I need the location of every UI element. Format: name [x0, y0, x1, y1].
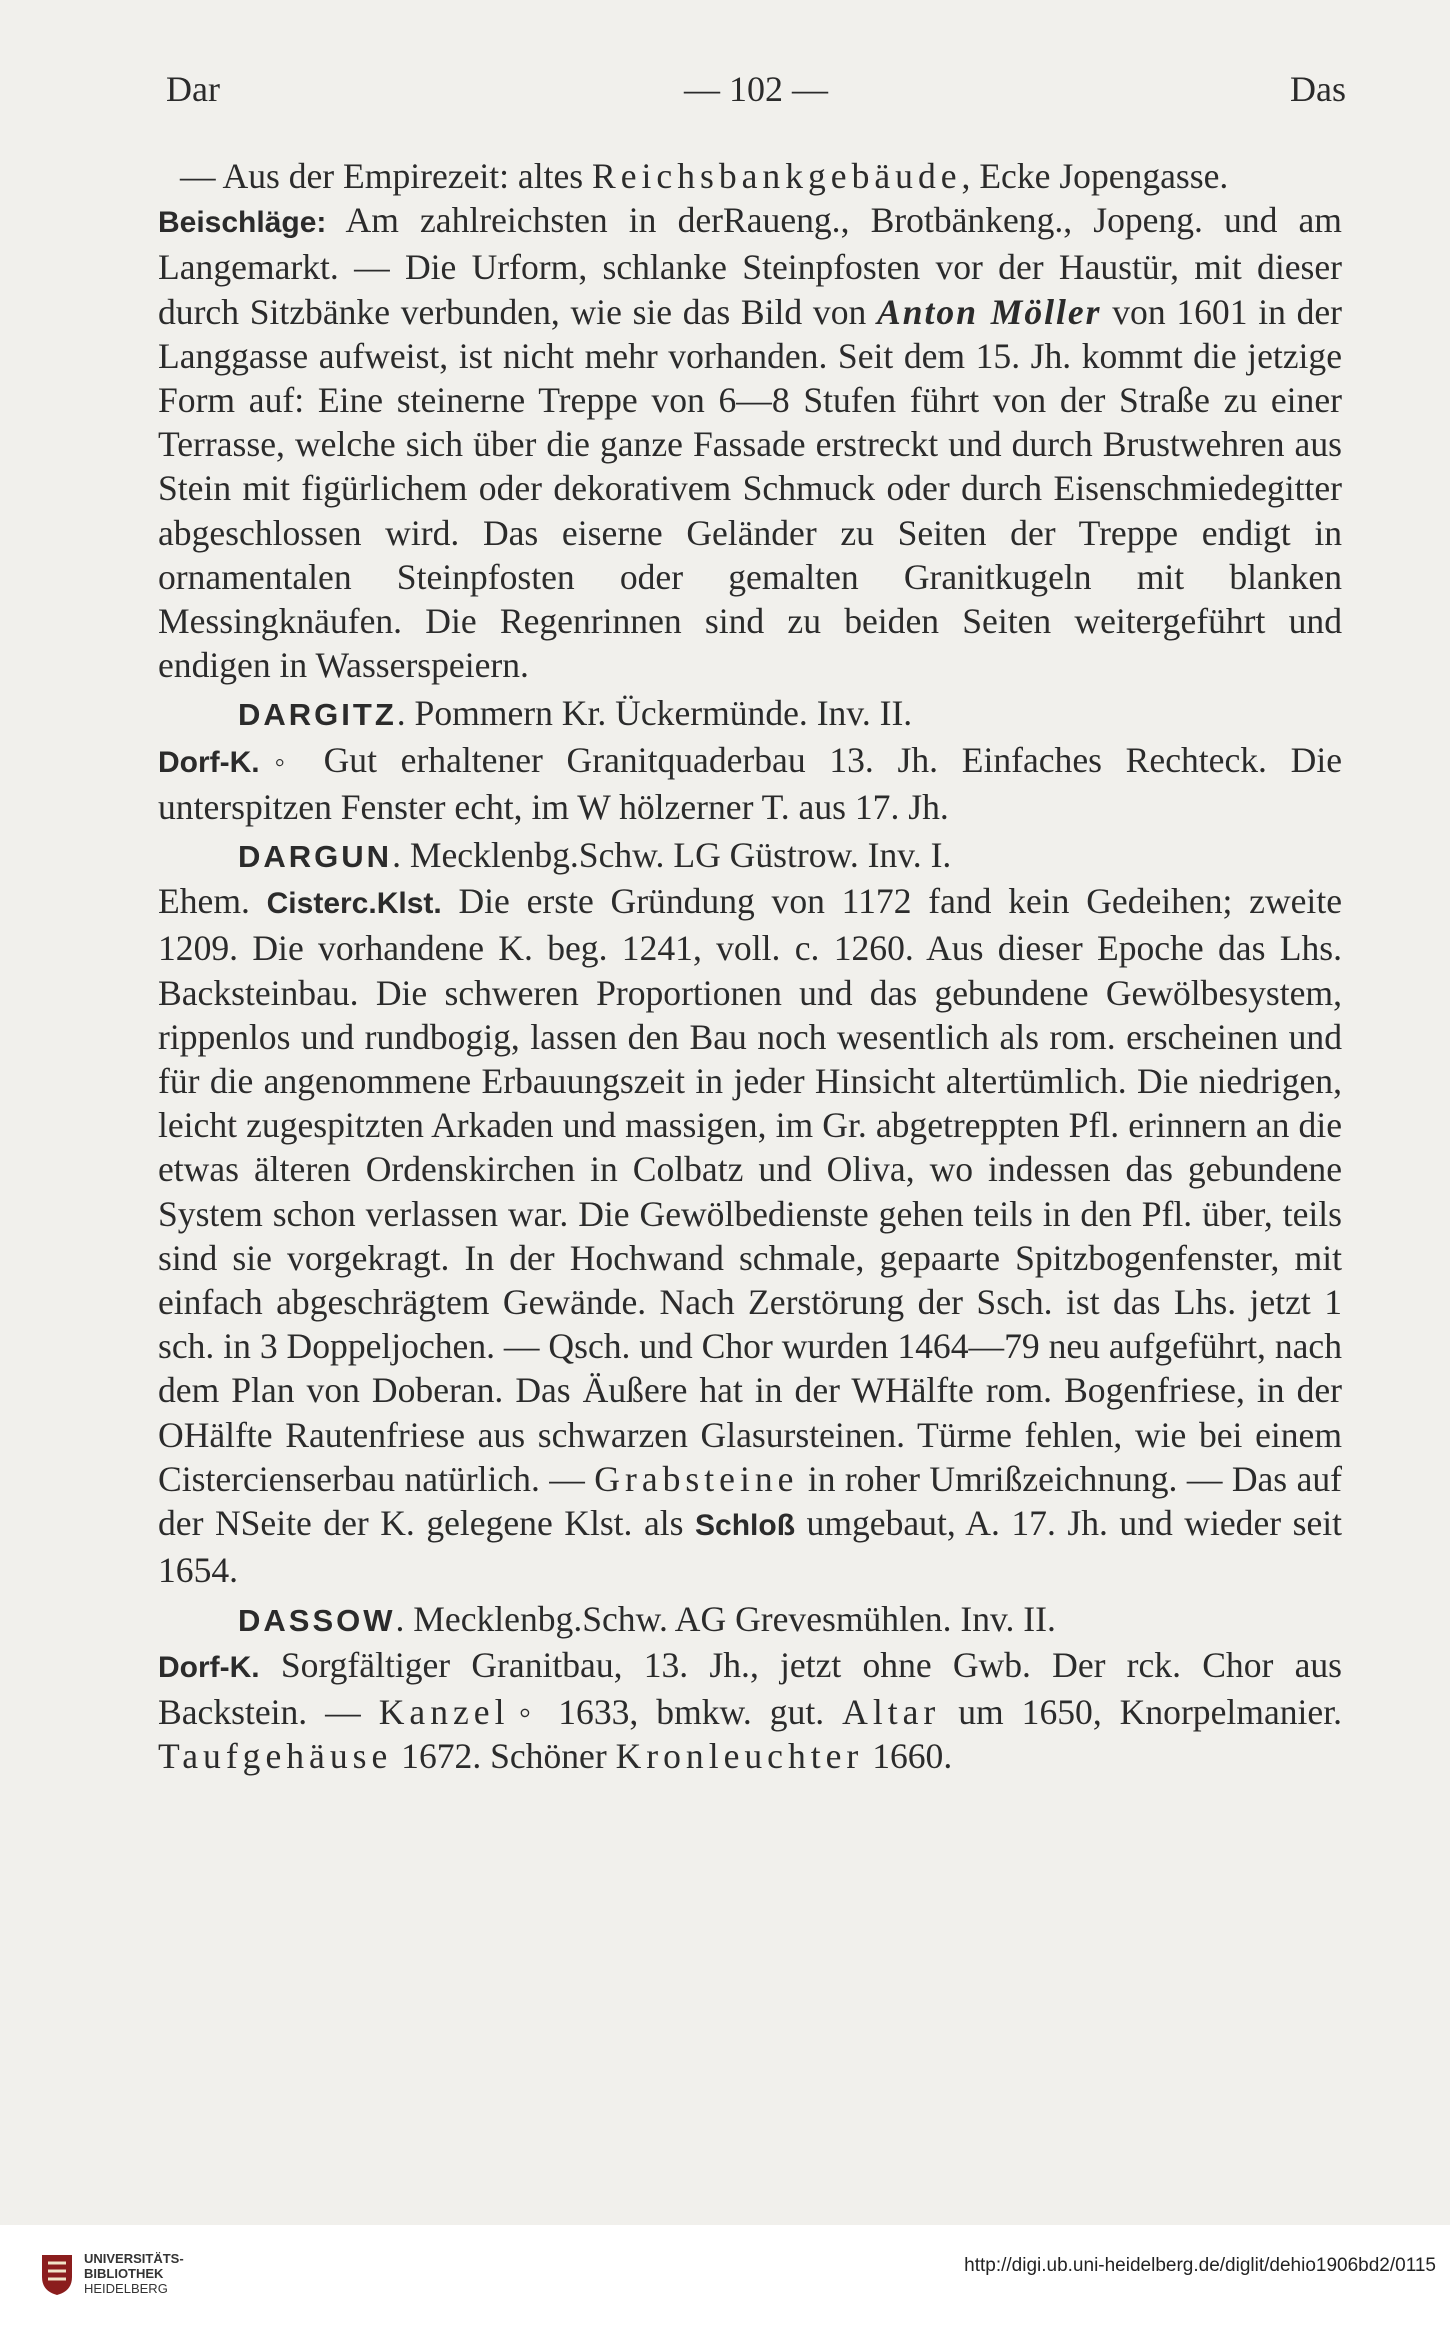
entry-head-dassow: DASSOW. Mecklenbg.Schw. AG Grevesmühlen. Inv. II. — [238, 1598, 1056, 1639]
header-left: Dar — [166, 69, 220, 109]
permalink[interactable]: http://digi.ub.uni-heidelberg.de/diglit/dehio1906bd2/0115 — [964, 2255, 1436, 2276]
body-text — [158, 154, 1342, 1778]
page-number: — 102 — — [684, 69, 828, 109]
paragraph-empire: — Aus der Empirezeit: altes Reichsbankgebäude, Ecke Jopengasse. — [180, 156, 1229, 196]
viewer-footer — [0, 2225, 1450, 2329]
entry-head-dargitz: DARGITZ. Pommern Kr. Ückermünde. Inv. II. — [238, 693, 913, 734]
library-name: UNIVERSITÄTS- BIBLIOTHEK HEIDELBERG — [84, 2251, 184, 2296]
header-right: Das — [1290, 69, 1346, 109]
entry-body-dargun: Ehem. Cisterc.Klst. Die erste Gründung von 1172 fand kein Gedeihen; zweite 1209. Die vorhandene K. beg. 1241, voll. c. 1260. Aus dieser Epoche das Lhs. Backsteinbau. Die schweren Proportionen und das gebundene Gewölbesystem, rippenlos und rundbogig, lassen den Bau noch wesentlich als rom. erscheinen und für die angenommene Erbauungszeit in jeder Hinsicht altertümlich. Die niedrigen, leicht zugespitzten Arkaden und massigen, im Gr. abgetreppten Pfl. erinnern an die etwas älteren Ordenskirchen in Colbatz und Oliva, wo indessen das gebundene System schon verlassen war. Die Gewölbedienste gehen teils in den Pfl. über, teils sind sie vorgekragt. In der Hochwand schmale, gepaarte Spitzbogenfenster, mit einfach abgeschrägtem Gewände. Nach Zerstörung der Ssch. ist das Lhs. jetzt 1 sch. in 3 Doppeljochen. — Qsch. und Chor wurden 1464—79 neu aufgeführt, nach dem Plan von Doberan. Das Äußere hat in der WHälfte rom. Bogenfriese, in der OHälfte Rautenfriese aus schwarzen Glasursteinen. Türme fehlen, wie bei einem Cistercienserbau natürlich. — Grabsteine in roher Umrißzeichnung. — Das auf der NSeite der K. gelegene Klst. als Schloß umgebaut, A. 17. Jh. und wieder seit 1654. — [158, 881, 1343, 1591]
paragraph-beischlaege: Beischläge: Am zahlreichsten in derRaueng., Brotbänkeng., Jopeng. und am Langemarkt. — Die Urform, schlanke Steinpfosten vor der Haustür, mit dieser durch Sitzbänke verbunden, wie sie das Bild von Anton Möller von 1601 in der Langgasse aufweist, ist nicht mehr vorhanden. Seit dem 15. Jh. kommt die jetzige Form auf: Eine steinerne Treppe von 6—8 Stufen führt von der Straße zu einer Terrasse, welche sich über die ganze Fassade erstreckt und durch Brustwehren aus Stein mit figürlichem oder dekorativem Schmuck oder durch Eisenschmiedegitter abgeschlossen wird. Das eiserne Geländer zu Seiten der Treppe endigt in ornamentalen Steinpfosten oder gemalten Granitkugeln mit blanken Messingknäufen. Die Regenrinnen sind zu beiden Seiten weitergeführt und endigen in Wasserspeiern. — [158, 200, 1343, 686]
artist-name: Anton Möller — [877, 291, 1102, 332]
term-beischlaege: Beischläge: — [158, 206, 327, 240]
entry-body-dargitz: Dorf-K.◦ Gut erhaltener Granitquaderbau 13. Jh. Einfaches Rechteck. Die unterspitzen Fenster echt, im W hölzerner T. aus 17. Jh. — [158, 739, 1342, 827]
entry-head-dargun: DARGUN. Mecklenbg.Schw. LG Güstrow. Inv. I. — [238, 835, 952, 876]
running-head — [166, 68, 1346, 110]
entry-body-dassow: Dorf-K. Sorgfältiger Granitbau, 13. Jh., jetzt ohne Gwb. Der rck. Chor aus Backstein. — Kanzel◦ 1633, bmkw. gut. Altar um 1650, Knorpelmanier. Taufgehäuse 1672. Schöner Kronleuchter 1660. — [158, 1644, 1342, 1777]
university-seal-icon — [38, 2251, 76, 2297]
